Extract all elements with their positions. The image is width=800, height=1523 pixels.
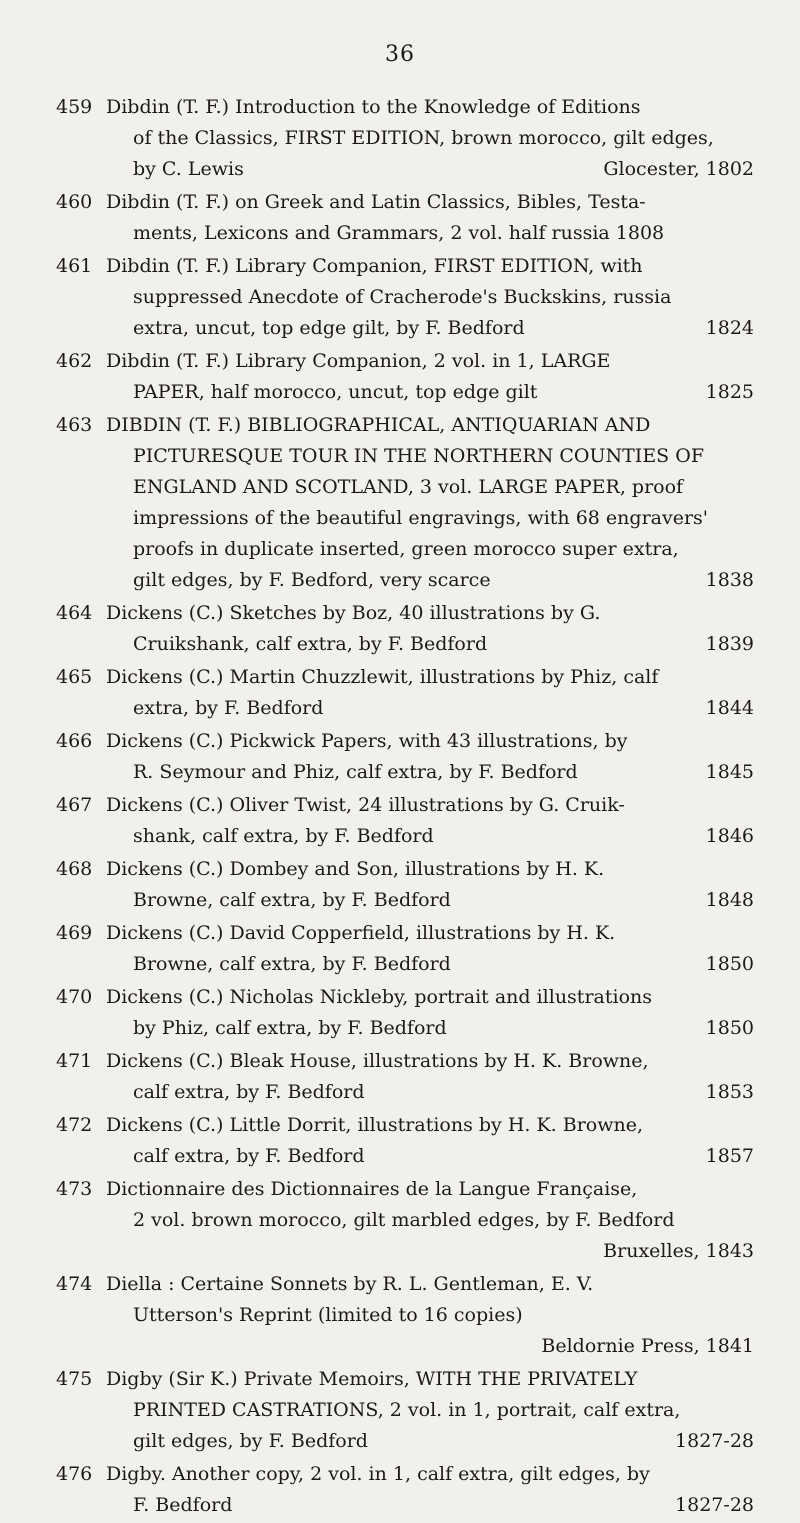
- entry-number: 460: [56, 191, 93, 213]
- entry-line: DIBDIN (T. F.) BIBLIOGRAPHICAL, ANTIQUARIAN AND: [106, 414, 651, 436]
- entry-line: proofs in duplicate inserted, green morocco super extra,: [133, 538, 679, 560]
- entry-line: [106, 757, 754, 788]
- entry-line-imprint: 1850: [705, 1017, 754, 1039]
- entry-line: [106, 949, 754, 980]
- entry-line-text: calf extra, by F. Bedford: [133, 1145, 365, 1167]
- entry-number: 466: [56, 730, 93, 752]
- entry-line: Digby. Another copy, 2 vol. in 1, calf extra, gilt edges, by: [106, 1463, 650, 1485]
- entry-description: [106, 1269, 754, 1362]
- entry-line-imprint: 1838: [705, 569, 754, 591]
- entry-line: [106, 565, 754, 596]
- catalogue-entry: [56, 790, 754, 852]
- entry-line: Dibdin (T. F.) Library Companion, FIRST EDITION, with: [106, 255, 643, 277]
- entry-line-text: extra, uncut, top edge gilt, by F. Bedford: [133, 317, 525, 339]
- entry-line-imprint: 1825: [705, 381, 754, 403]
- entry-line: Dickens (C.) Dombey and Son, illustrations by H. K.: [106, 858, 605, 880]
- catalogue-entry: [56, 251, 754, 344]
- catalogue-entry: [56, 726, 754, 788]
- entry-line-imprint: 1824: [705, 317, 754, 339]
- catalogue-entries: [56, 92, 754, 1523]
- entry-line-imprint: 1844: [705, 697, 754, 719]
- entry-line: Dickens (C.) Martin Chuzzlewit, illustrations by Phiz, calf: [106, 666, 659, 688]
- entry-line-imprint: 1827-28: [675, 1494, 754, 1516]
- entry-number: 465: [56, 666, 93, 688]
- entry-line-text: Browne, calf extra, by F. Bedford: [133, 889, 451, 911]
- entry-number: 462: [56, 350, 93, 372]
- catalogue-entry: [56, 1046, 754, 1108]
- entry-line: Dibdin (T. F.) Library Companion, 2 vol. in 1, LARGE: [106, 350, 611, 372]
- entry-description: [106, 410, 754, 596]
- entry-line-text: shank, calf extra, by F. Bedford: [133, 825, 434, 847]
- entry-description: [106, 1459, 754, 1521]
- entry-line-text: gilt edges, by F. Bedford, very scarce: [133, 569, 491, 591]
- entry-line: [106, 1141, 754, 1172]
- entry-number: 475: [56, 1368, 93, 1390]
- entry-line: [106, 629, 754, 660]
- entry-line: [106, 885, 754, 916]
- entry-line-imprint: 1848: [705, 889, 754, 911]
- entry-line-text: extra, by F. Bedford: [133, 697, 324, 719]
- entry-line: [106, 1426, 754, 1457]
- entry-number: 472: [56, 1114, 93, 1136]
- entry-line: Digby (Sir K.) Private Memoirs, WITH THE PRIVATELY: [106, 1368, 638, 1390]
- entry-line-text: gilt edges, by F. Bedford: [133, 1430, 368, 1452]
- catalogue-entry: [56, 1110, 754, 1172]
- entry-description: [106, 187, 754, 249]
- entry-line: Dickens (C.) Nicholas Nickleby, portrait and illustrations: [106, 986, 652, 1008]
- entry-line: Dickens (C.) Little Dorrit, illustrations by H. K. Browne,: [106, 1114, 644, 1136]
- entry-line: Dickens (C.) David Copperfield, illustrations by H. K.: [106, 922, 616, 944]
- entry-line: Utterson's Reprint (limited to 16 copies): [133, 1304, 523, 1326]
- entry-description: [106, 92, 754, 185]
- entry-line: Dickens (C.) Sketches by Boz, 40 illustrations by G.: [106, 602, 601, 624]
- catalogue-entry: [56, 982, 754, 1044]
- catalogue-entry: [56, 854, 754, 916]
- entry-number: 468: [56, 858, 93, 880]
- entry-description: [106, 854, 754, 916]
- entry-number: 469: [56, 922, 93, 944]
- entry-line: Dickens (C.) Pickwick Papers, with 43 illustrations, by: [106, 730, 628, 752]
- entry-line: Dickens (C.) Bleak House, illustrations by H. K. Browne,: [106, 1050, 649, 1072]
- catalogue-entry: [56, 410, 754, 596]
- entry-number: 474: [56, 1273, 93, 1295]
- entry-line-text: calf extra, by F. Bedford: [133, 1081, 365, 1103]
- entry-description: [106, 1046, 754, 1108]
- entry-line: Dibdin (T. F.) on Greek and Latin Classics, Bibles, Testa-: [106, 191, 646, 213]
- entry-line-text: Browne, calf extra, by F. Bedford: [133, 953, 451, 975]
- entry-line: Dickens (C.) Oliver Twist, 24 illustrations by G. Cruik-: [106, 794, 625, 816]
- entry-description: [106, 1174, 754, 1267]
- entry-line: Bruxelles, 1843: [603, 1240, 754, 1262]
- entry-number: 473: [56, 1178, 93, 1200]
- entry-line: [106, 1490, 754, 1521]
- entry-number: 467: [56, 794, 93, 816]
- catalogue-entry: [56, 92, 754, 185]
- entry-line-imprint: Glocester, 1802: [603, 158, 754, 180]
- entry-line-text: R. Seymour and Phiz, calf extra, by F. Bedford: [133, 761, 578, 783]
- catalogue-entry: [56, 1174, 754, 1267]
- entry-line-text: by C. Lewis: [133, 158, 244, 180]
- entry-line: [106, 313, 754, 344]
- entry-description: [106, 982, 754, 1044]
- entry-line: Dictionnaire des Dictionnaires de la Langue Française,: [106, 1178, 638, 1200]
- entry-number: 461: [56, 255, 93, 277]
- entry-line: [106, 1013, 754, 1044]
- entry-line-text: PAPER, half morocco, uncut, top edge gilt: [133, 381, 538, 403]
- entry-description: [106, 346, 754, 408]
- catalogue-entry: [56, 662, 754, 724]
- entry-description: [106, 1110, 754, 1172]
- entry-line-imprint: 1839: [705, 633, 754, 655]
- catalogue-entry: [56, 1364, 754, 1457]
- catalogue-entry: [56, 187, 754, 249]
- entry-number: 459: [56, 96, 93, 118]
- page-number: 36: [385, 42, 415, 67]
- entry-line-imprint: 1845: [705, 761, 754, 783]
- entry-line-text: by Phiz, calf extra, by F. Bedford: [133, 1017, 447, 1039]
- entry-line: ments, Lexicons and Grammars, 2 vol. half russia 1808: [133, 222, 665, 244]
- entry-line: ENGLAND AND SCOTLAND, 3 vol. LARGE PAPER, proof: [133, 476, 684, 498]
- entry-line: Dibdin (T. F.) Introduction to the Knowledge of Editions: [106, 96, 641, 118]
- entry-description: [106, 662, 754, 724]
- entry-line: of the Classics, FIRST EDITION, brown morocco, gilt edges,: [133, 127, 714, 149]
- entry-line: [106, 1077, 754, 1108]
- entry-description: [106, 790, 754, 852]
- catalogue-entry: [56, 1269, 754, 1362]
- entry-line: suppressed Anecdote of Cracherode's Buckskins, russia: [133, 286, 672, 308]
- entry-line: [106, 693, 754, 724]
- entry-line-text: Cruikshank, calf extra, by F. Bedford: [133, 633, 488, 655]
- entry-line-imprint: 1827-28: [675, 1430, 754, 1452]
- entry-number: 476: [56, 1463, 93, 1485]
- entry-number: 471: [56, 1050, 93, 1072]
- entry-number: 464: [56, 602, 93, 624]
- entry-number: 463: [56, 414, 93, 436]
- entry-line: 2 vol. brown morocco, gilt marbled edges, by F. Bedford: [133, 1209, 675, 1231]
- entry-description: [106, 918, 754, 980]
- entry-description: [106, 726, 754, 788]
- entry-line: PRINTED CASTRATIONS, 2 vol. in 1, portrait, calf extra,: [133, 1399, 681, 1421]
- entry-description: [106, 598, 754, 660]
- entry-line-imprint: 1857: [705, 1145, 754, 1167]
- catalogue-entry: [56, 918, 754, 980]
- entry-line: impressions of the beautiful engravings, with 68 engravers': [133, 507, 709, 529]
- entry-line: [106, 821, 754, 852]
- entry-description: [106, 1364, 754, 1457]
- entry-line-imprint: 1853: [705, 1081, 754, 1103]
- entry-line-text: F. Bedford: [133, 1494, 233, 1516]
- catalogue-entry: [56, 346, 754, 408]
- entry-line: [106, 377, 754, 408]
- entry-line: PICTURESQUE TOUR IN THE NORTHERN COUNTIES OF: [133, 445, 705, 467]
- entry-number: 470: [56, 986, 93, 1008]
- entry-line: [106, 154, 754, 185]
- entry-line-imprint: 1850: [705, 953, 754, 975]
- catalogue-entry: [56, 598, 754, 660]
- catalogue-entry: [56, 1459, 754, 1521]
- entry-description: [106, 251, 754, 344]
- entry-line: Diella : Certaine Sonnets by R. L. Gentleman, E. V.: [106, 1273, 594, 1295]
- entry-line-imprint: 1846: [705, 825, 754, 847]
- entry-line: Beldornie Press, 1841: [541, 1335, 754, 1357]
